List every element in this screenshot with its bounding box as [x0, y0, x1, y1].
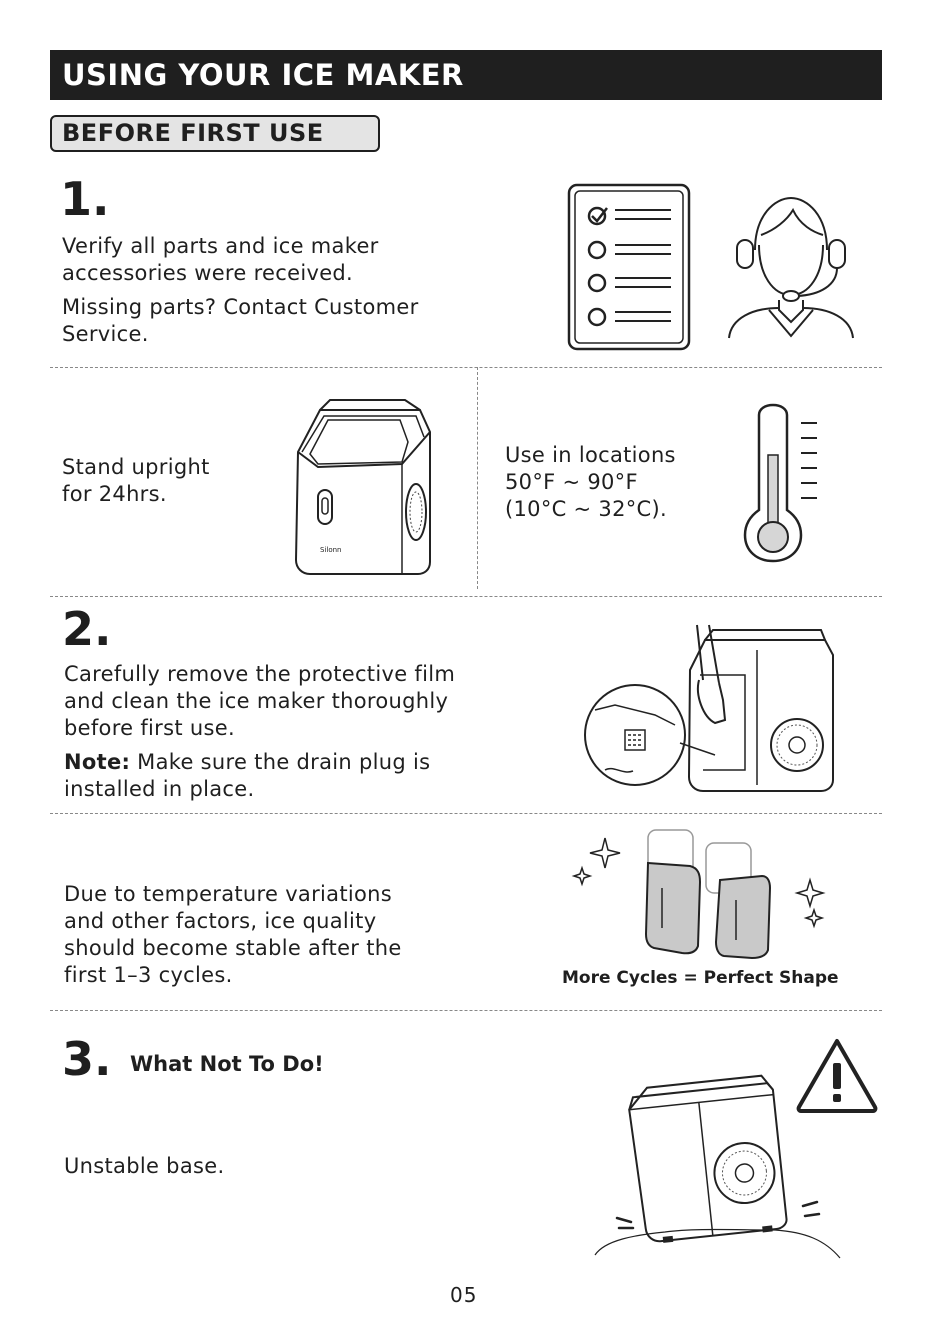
note-label: Note: [64, 750, 131, 774]
step1-number: 1. [60, 172, 110, 226]
cycles-line4: first 1–3 cycles. [64, 963, 233, 987]
page-number: 05 [450, 1283, 478, 1307]
step1-line1: Verify all parts and ice maker [62, 234, 379, 258]
step1-line3: Missing parts? Contact Customer [62, 295, 419, 319]
cycles-line3: should become stable after the [64, 936, 402, 960]
location-line3: (10°C ~ 32°C). [505, 497, 667, 521]
divider-2 [50, 596, 882, 597]
step3-heading: What Not To Do! [130, 1052, 324, 1076]
step2-note [64, 749, 455, 776]
checklist-icon [567, 183, 691, 351]
divider-4 [50, 1010, 882, 1011]
step1-line4: Service. [62, 322, 149, 346]
step3-number: 3. [62, 1032, 112, 1086]
section-heading: BEFORE FIRST USE [62, 119, 324, 147]
ice-maker-icon [290, 392, 435, 577]
location-line1: Use in locations [505, 443, 676, 467]
ice-cubes-icon [570, 828, 830, 963]
note-text: Make sure the drain plug is [130, 750, 431, 774]
cycles-line2: and other factors, ice quality [64, 909, 377, 933]
step2-text [64, 661, 455, 803]
step2-note-line2: installed in place. [64, 777, 255, 801]
location-line2: 50°F ~ 90°F [505, 470, 638, 494]
step2-line1: Carefully remove the protective film [64, 662, 456, 686]
step1-text [62, 233, 419, 348]
thermometer-icon [745, 405, 825, 565]
upright-line2: for 24hrs. [62, 482, 167, 506]
page-title: USING YOUR ICE MAKER [62, 58, 464, 92]
step2-number: 2. [62, 602, 112, 656]
cycles-text [64, 881, 402, 989]
cycles-caption: More Cycles = Perfect Shape [562, 968, 839, 988]
title-bar [50, 50, 882, 100]
brand-label: Silonn [320, 546, 342, 554]
step2-line3: before first use. [64, 716, 235, 740]
upright-line1: Stand upright [62, 455, 210, 479]
cycles-line1: Due to temperature variations [64, 882, 393, 906]
divider-1 [50, 367, 882, 368]
drain-plug-illustration [585, 625, 835, 795]
location-text [505, 442, 676, 523]
upright-text [62, 454, 210, 508]
divider-vertical [477, 367, 478, 589]
divider-3 [50, 813, 882, 814]
tilted-ice-maker-icon [595, 1060, 845, 1260]
section-heading-box [50, 115, 380, 152]
customer-service-icon [725, 190, 857, 340]
step2-line2: and clean the ice maker thoroughly [64, 689, 449, 713]
step3-text: Unstable base. [64, 1154, 225, 1178]
step1-line2: accessories were received. [62, 261, 354, 285]
